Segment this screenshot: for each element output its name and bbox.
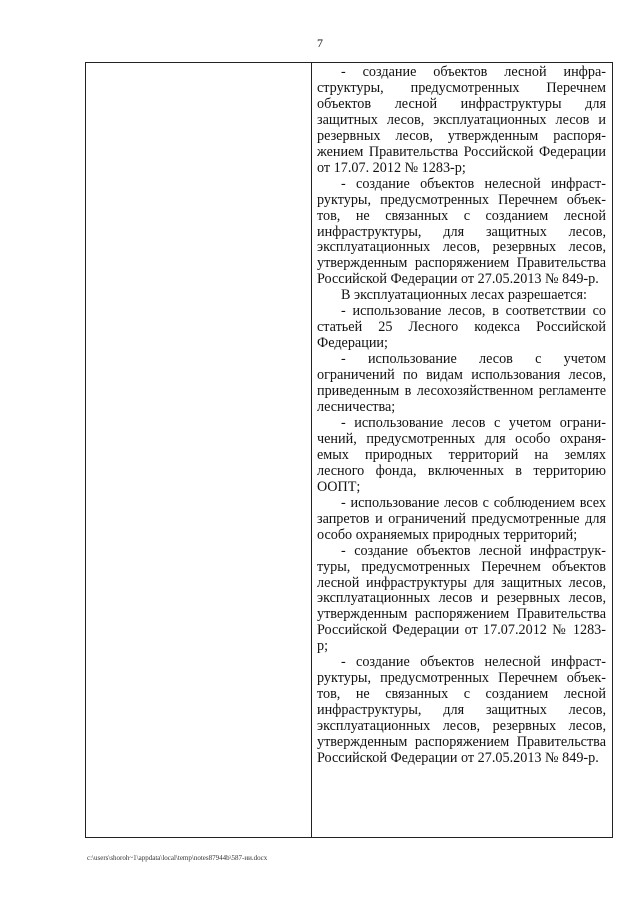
page-number: 7	[317, 36, 323, 50]
table-left-cell	[86, 63, 312, 837]
paragraph-forest-use-prohibitions: - использование лесов с соблюдением всех запретов и ограничений предусмотренные для особо охраняемых природных территорий;	[317, 494, 606, 543]
paragraph-forest-infrastructure-2: - создание объектов лесной инфраструктуры, предусмотренных Перечнем объектов лесной инфраструктуры для защитных лесов, эксплуатационных лесов и резервных лесов, утвержденным распоряжением Правительства Российской Федерации от 17.07.2012 № 1283-р;	[317, 542, 606, 655]
document-table	[85, 62, 613, 838]
paragraph-exploitation-forests-heading: В эксплуатационных лесах разрешается:	[341, 287, 587, 304]
table-right-cell	[312, 63, 612, 837]
paragraph-non-forest-infrastructure-1: - создание объектов нелесной инфраструктуры, предусмотренных Перечнем объектов, не связанных с созданием лесной инфраструктуры, для защитных лесов, эксплуатационных лесов, резервных лесов, утвержденным распоряжением Правительства Российской Федерации от 27.05.2013 № 849-р.	[317, 175, 606, 288]
paragraph-forest-use-protected-areas: - использование лесов с учетом ограничений, предусмотренных для особо охраняемых природных территорий на землях лесного фонда, включенных в территорию ООПТ;	[317, 414, 606, 495]
paragraph-forest-infrastructure-1: - создание объектов лесной инфраструктуры, предусмотренных Перечнем объектов лесной инфраструктуры для защитных лесов, эксплуатационных лесов и резервных лесов, утвержденным распоряжением Правительства Российской Федерации от 17.07. 2012 № 1283-р;	[317, 64, 606, 176]
paragraph-non-forest-infrastructure-2: - создание объектов нелесной инфраструктуры, предусмотренных Перечнем объектов, не связанных с созданием лесной инфраструктуры, для защитных лесов, эксплуатационных лесов, резервных лесов, утвержденным распоряжением Правительства Российской Федерации от 27.05.2013 № 849-р.	[317, 654, 606, 766]
paragraph-forest-use-restrictions: - использование лесов с учетом ограничений по видам использования лесов, приведенным в лесохозяйственном регламенте лесничества;	[317, 351, 606, 416]
paragraph-forest-use-article-25: - использование лесов, в соответствии со статьей 25 Лесного кодекса Российской Федерации;	[317, 303, 606, 352]
footer-file-path: c:\users\shoroh~1\appdata\local\temp\notes87944b\587-ии.docx	[87, 854, 268, 862]
